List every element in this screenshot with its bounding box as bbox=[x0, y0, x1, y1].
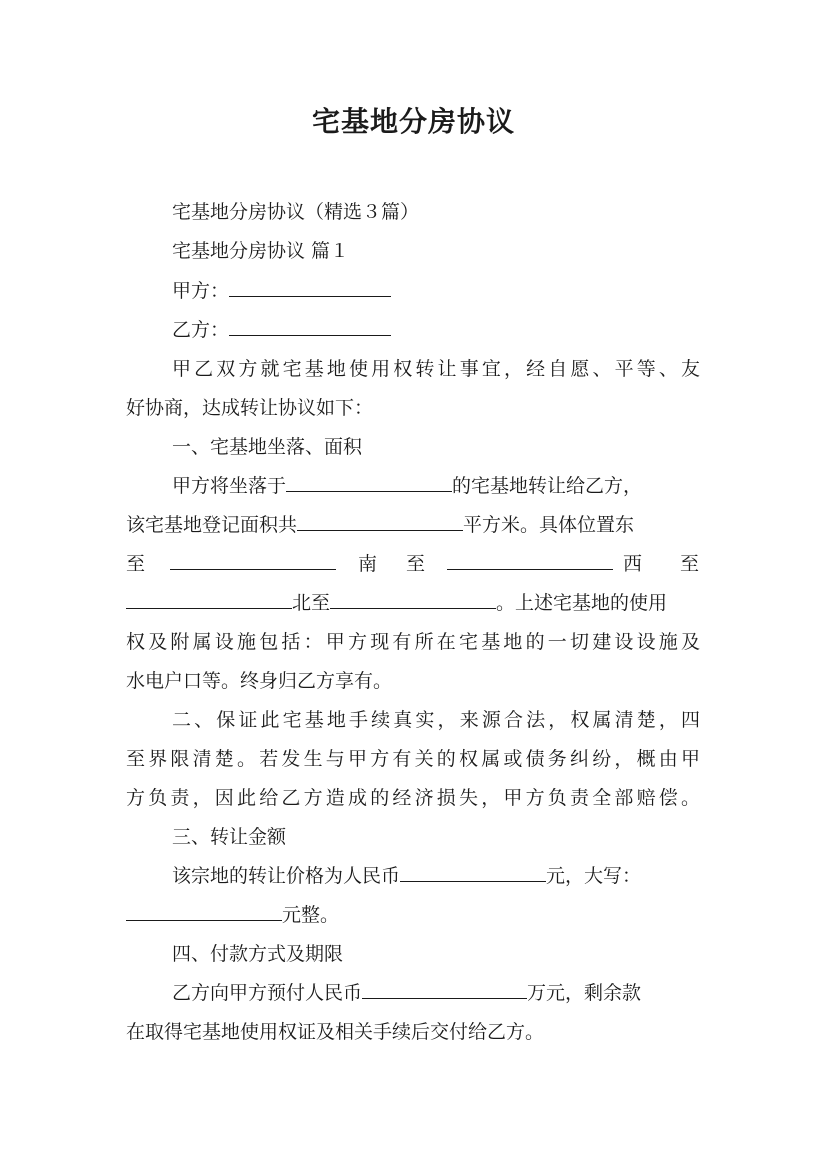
intro-line-1: 甲乙双方就宅基地使用权转让事宜，经自愿、平等、友 bbox=[172, 358, 700, 380]
p3-line-2 bbox=[126, 902, 339, 928]
p1-text-j: 北至 bbox=[292, 592, 331, 614]
p4-line-1 bbox=[172, 980, 641, 1006]
party-b-line bbox=[172, 317, 391, 343]
p4-text-b: 万元，剩余款 bbox=[527, 982, 642, 1004]
p4-text-a: 乙方向甲方预付人民币 bbox=[172, 982, 363, 1004]
p1-text-e: 至 bbox=[126, 553, 146, 575]
p4-line-2: 在取得宅基地使用权证及相关手续后交付给乙方。 bbox=[126, 1021, 545, 1043]
price-words-blank bbox=[126, 902, 282, 921]
p3-text-c: 元整。 bbox=[282, 904, 340, 926]
heading-4: 四、付款方式及期限 bbox=[172, 943, 344, 965]
p1-line-4 bbox=[126, 590, 667, 616]
p1-text-k: 。上述宅基地的使用 bbox=[496, 592, 668, 614]
document-subtitle: 宅基地分房协议（精选３篇） bbox=[172, 201, 420, 223]
document-title: 宅基地分房协议 bbox=[311, 105, 515, 138]
north-blank bbox=[330, 590, 496, 609]
east-blank bbox=[170, 551, 336, 570]
p1-line-5: 权及附属设施包括：甲方现有所在宅基地的一切建设设施及 bbox=[126, 631, 700, 653]
location-blank bbox=[286, 473, 452, 492]
p1-text-b: 的宅基地转让给乙方， bbox=[452, 475, 643, 497]
heading-3: 三、转让金额 bbox=[172, 826, 287, 848]
price-blank bbox=[400, 863, 546, 882]
heading-1: 一、宅基地坐落、面积 bbox=[172, 436, 363, 458]
p1-text-g: 至 bbox=[406, 553, 426, 575]
p1-text-f: 南 bbox=[358, 553, 378, 575]
party-b-blank bbox=[229, 317, 391, 336]
p2-line-3: 方负责，因此给乙方造成的经济损失，甲方负责全部赔偿。 bbox=[126, 787, 700, 809]
p3-line-1 bbox=[172, 863, 641, 889]
p1-text-i: 至 bbox=[680, 553, 700, 575]
p1-line-6: 水电户口等。终身归乙方享有。 bbox=[126, 670, 393, 692]
p1-text-a: 甲方将坐落于 bbox=[172, 475, 287, 497]
p1-text-c: 该宅基地登记面积共 bbox=[126, 514, 298, 536]
p1-text-h: 西 bbox=[623, 553, 643, 575]
p3-text-a: 该宗地的转让价格为人民币 bbox=[172, 865, 401, 887]
party-a-label: 甲方： bbox=[172, 280, 230, 302]
area-blank bbox=[297, 512, 463, 531]
p3-text-b: 元，大写： bbox=[546, 865, 642, 887]
party-a-blank bbox=[229, 278, 391, 297]
intro-line-2: 好协商，达成转让协议如下： bbox=[126, 397, 374, 419]
p1-text-d: 平方米。具体位置东 bbox=[463, 514, 635, 536]
prepay-blank bbox=[362, 980, 527, 999]
p1-line-2 bbox=[126, 512, 634, 538]
party-a-line bbox=[172, 278, 391, 304]
p2-line-1: 二、保证此宅基地手续真实，来源合法，权属清楚，四 bbox=[172, 709, 700, 731]
south-blank bbox=[447, 551, 613, 570]
p1-line-1 bbox=[172, 473, 642, 499]
section-heading: 宅基地分房协议 篇１ bbox=[172, 240, 350, 262]
p2-line-2: 至界限清楚。若发生与甲方有关的权属或债务纠纷，概由甲 bbox=[126, 748, 700, 770]
west-blank bbox=[126, 590, 292, 609]
party-b-label: 乙方： bbox=[172, 319, 230, 341]
